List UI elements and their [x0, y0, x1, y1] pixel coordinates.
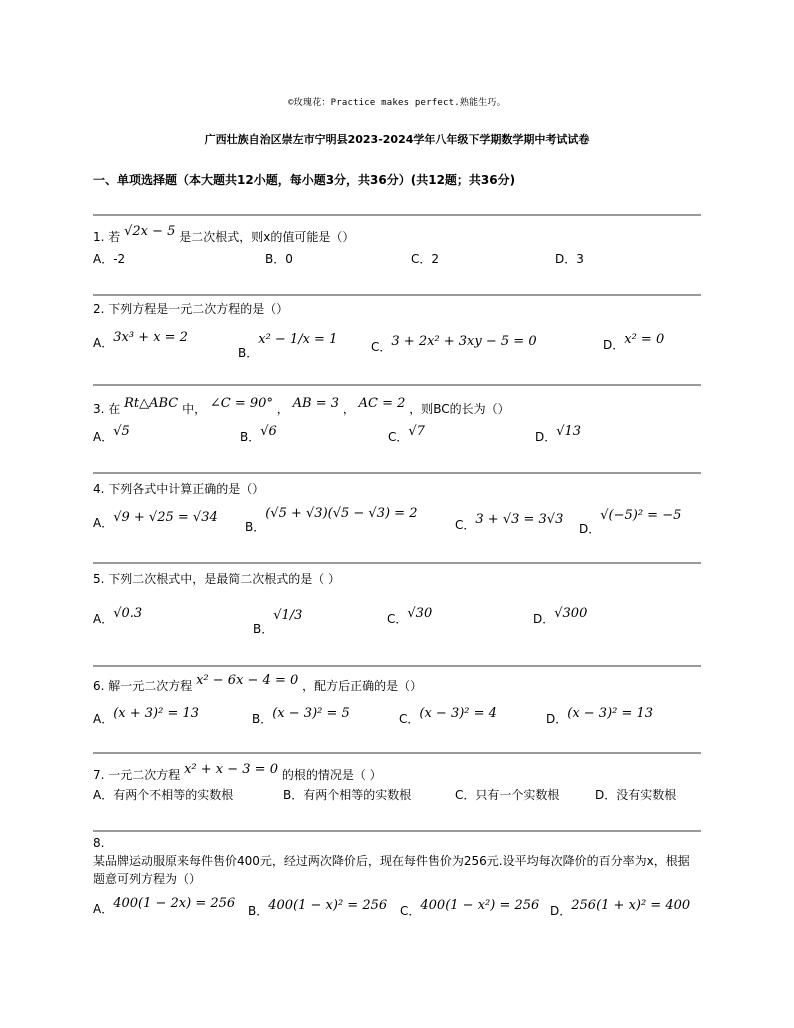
- option-label: B．: [238, 346, 259, 360]
- question-divider: [93, 472, 701, 474]
- option-d[interactable]: [550, 898, 691, 919]
- option-c[interactable]: [455, 786, 559, 803]
- stem-text: 中，: [182, 402, 207, 416]
- option-a[interactable]: [93, 250, 125, 267]
- option-c[interactable]: [400, 898, 540, 919]
- option-text: 只有一个实数根: [475, 788, 560, 802]
- option-formula: x² − 1/x = 1: [258, 332, 338, 347]
- question-divider: [93, 294, 701, 296]
- stem-text: 的根的情况是（ ）: [281, 768, 382, 782]
- option-formula: 400(1 − x)² = 256: [268, 898, 388, 913]
- option-formula: (x − 3)² = 13: [567, 706, 654, 721]
- option-c[interactable]: [411, 250, 439, 267]
- option-b[interactable]: [283, 786, 411, 803]
- stem-formula: Rt△ABC: [124, 396, 179, 411]
- option-formula: √0.3: [113, 606, 143, 621]
- option-label: A．: [93, 902, 114, 916]
- option-formula: 400(1 − x²) = 256: [420, 898, 540, 913]
- question-divider: [93, 384, 701, 386]
- option-label: A．: [93, 612, 114, 626]
- option-label: C．: [387, 612, 408, 626]
- option-label: D．: [550, 904, 572, 918]
- option-label: B．: [253, 622, 274, 636]
- option-label: D．: [533, 612, 555, 626]
- option-a[interactable]: [93, 510, 218, 531]
- exam-title: 广西壮族自治区崇左市宁明县2023-2024学年八年级下学期数学期中考试试卷: [204, 133, 590, 146]
- option-formula: √1/3: [273, 608, 303, 623]
- option-formula: √7: [408, 424, 425, 439]
- option-text: -2: [113, 252, 126, 266]
- stem-formula: AC = 2: [358, 396, 406, 411]
- option-label: C．: [411, 252, 432, 266]
- option-formula: √6: [260, 424, 277, 439]
- option-b[interactable]: [245, 506, 418, 535]
- option-label: A．: [93, 430, 114, 444]
- question-stem: 4. 下列各式中计算正确的是（）: [93, 482, 265, 496]
- option-c[interactable]: [388, 424, 425, 445]
- stem-text: 1. 若: [93, 230, 121, 244]
- option-formula: √9 + √25 = √34: [113, 510, 218, 525]
- option-d[interactable]: [555, 250, 584, 267]
- option-formula: 3 + 2x² + 3xy − 5 = 0: [391, 334, 537, 349]
- option-formula: 256(1 + x)² = 400: [571, 898, 691, 913]
- option-c[interactable]: [399, 706, 497, 727]
- option-d[interactable]: [603, 332, 665, 353]
- option-label: C．: [455, 518, 476, 532]
- option-label: A．: [93, 788, 114, 802]
- option-c[interactable]: [371, 334, 537, 355]
- question-divider: [93, 665, 701, 667]
- option-b[interactable]: [240, 424, 277, 445]
- option-a[interactable]: [93, 706, 200, 727]
- question-divider: [93, 830, 701, 832]
- question-divider: [93, 214, 701, 216]
- option-d[interactable]: [546, 706, 654, 727]
- option-label: C．: [371, 340, 392, 354]
- option-formula: √300: [554, 606, 588, 621]
- option-label: A．: [93, 712, 114, 726]
- option-d[interactable]: [535, 424, 582, 445]
- option-label: C．: [388, 430, 409, 444]
- question-stem: [93, 396, 510, 417]
- option-label: D．: [535, 430, 557, 444]
- stem-text: ，配方后正确的是（）: [302, 679, 423, 693]
- option-label: D．: [595, 788, 617, 802]
- question-stem: [93, 762, 382, 783]
- option-a[interactable]: [93, 896, 236, 917]
- option-a[interactable]: [93, 786, 233, 803]
- option-formula: √(−5)² = −5: [600, 508, 682, 523]
- option-label: D．: [555, 252, 577, 266]
- option-b[interactable]: [248, 898, 388, 919]
- question-divider: [93, 562, 701, 564]
- option-formula: √30: [407, 606, 433, 621]
- option-formula: 3 + √3 = 3√3: [475, 512, 564, 527]
- option-b[interactable]: [253, 608, 303, 637]
- stem-text: 是二次根式，则x的值可能是（）: [179, 230, 355, 244]
- stem-text: ，: [342, 402, 355, 416]
- option-label: D．: [603, 338, 625, 352]
- stem-text: ，则BC的长为（）: [409, 402, 510, 416]
- stem-text: ，: [276, 402, 289, 416]
- option-formula: √13: [556, 424, 582, 439]
- option-label: B．: [240, 430, 261, 444]
- option-c[interactable]: [455, 512, 564, 533]
- option-label: B．: [245, 520, 266, 534]
- stem-formula: ∠C = 90°: [209, 396, 273, 411]
- option-formula: 3x³ + x = 2: [113, 330, 188, 345]
- option-c[interactable]: [387, 606, 433, 627]
- option-text: 有两个不相等的实数根: [113, 788, 234, 802]
- option-formula: (x + 3)² = 13: [113, 706, 200, 721]
- option-text: 3: [576, 252, 584, 266]
- option-formula: (√5 + √3)(√5 − √3) = 2: [265, 506, 418, 521]
- option-formula: 400(1 − 2x) = 256: [113, 896, 236, 911]
- option-text: 有两个相等的实数根: [303, 788, 412, 802]
- stem-text: 6. 解一元二次方程: [93, 679, 193, 693]
- stem-formula: x² + x − 3 = 0: [184, 762, 278, 777]
- option-text: 没有实数根: [616, 788, 677, 802]
- option-label: B．: [283, 788, 304, 802]
- option-label: B．: [248, 904, 269, 918]
- option-b[interactable]: [252, 706, 350, 727]
- option-label: D．: [546, 712, 568, 726]
- option-label: B．: [252, 712, 273, 726]
- question-divider: [93, 752, 701, 754]
- option-a[interactable]: [93, 424, 130, 445]
- question-stem: 5. 下列二次根式中，是最简二次根式的是（ ）: [93, 572, 341, 586]
- option-label: C．: [455, 788, 476, 802]
- question-stem: [93, 673, 423, 694]
- stem-text: 7. 一元二次方程: [93, 768, 181, 782]
- option-a[interactable]: [93, 606, 143, 627]
- stem-formula: x² − 6x − 4 = 0: [196, 673, 299, 688]
- option-b[interactable]: [265, 250, 293, 267]
- option-label: C．: [400, 904, 421, 918]
- option-d[interactable]: [579, 508, 682, 537]
- option-label: C．: [399, 712, 420, 726]
- option-label: B．: [265, 252, 286, 266]
- option-formula: √5: [113, 424, 130, 439]
- option-label: A．: [93, 516, 114, 530]
- stem-formula: √2x − 5: [124, 224, 176, 239]
- stem-formula: AB = 3: [292, 396, 339, 411]
- question-stem: 某品牌运动服原来每件售价400元，经过两次降价后，现在每件售价为256元.设平均每次降价的百分率为x，根据题意可列方程为（）: [93, 854, 690, 886]
- option-d[interactable]: [533, 606, 588, 627]
- option-label: A．: [93, 252, 114, 266]
- option-formula: (x − 3)² = 5: [272, 706, 350, 721]
- option-label: A．: [93, 336, 114, 350]
- section-heading: 一、单项选择题（本大题共12小题，每小题3分，共36分）(共12题；共36分): [93, 173, 516, 187]
- option-text: 0: [285, 252, 293, 266]
- option-formula: (x − 3)² = 4: [419, 706, 497, 721]
- question-stem: 2. 下列方程是一元二次方程的是（）: [93, 302, 289, 316]
- option-label: D．: [579, 522, 601, 536]
- motto: ©玫瑰花：Practice makes perfect.熟能生巧。: [288, 98, 506, 108]
- question-stem: [93, 224, 355, 245]
- option-formula: x² = 0: [624, 332, 665, 347]
- stem-text: 3. 在: [93, 402, 121, 416]
- option-d[interactable]: [595, 786, 676, 803]
- question-number: 8.: [93, 836, 105, 850]
- option-text: 2: [431, 252, 440, 266]
- option-b[interactable]: [238, 332, 338, 361]
- option-a[interactable]: [93, 330, 188, 351]
